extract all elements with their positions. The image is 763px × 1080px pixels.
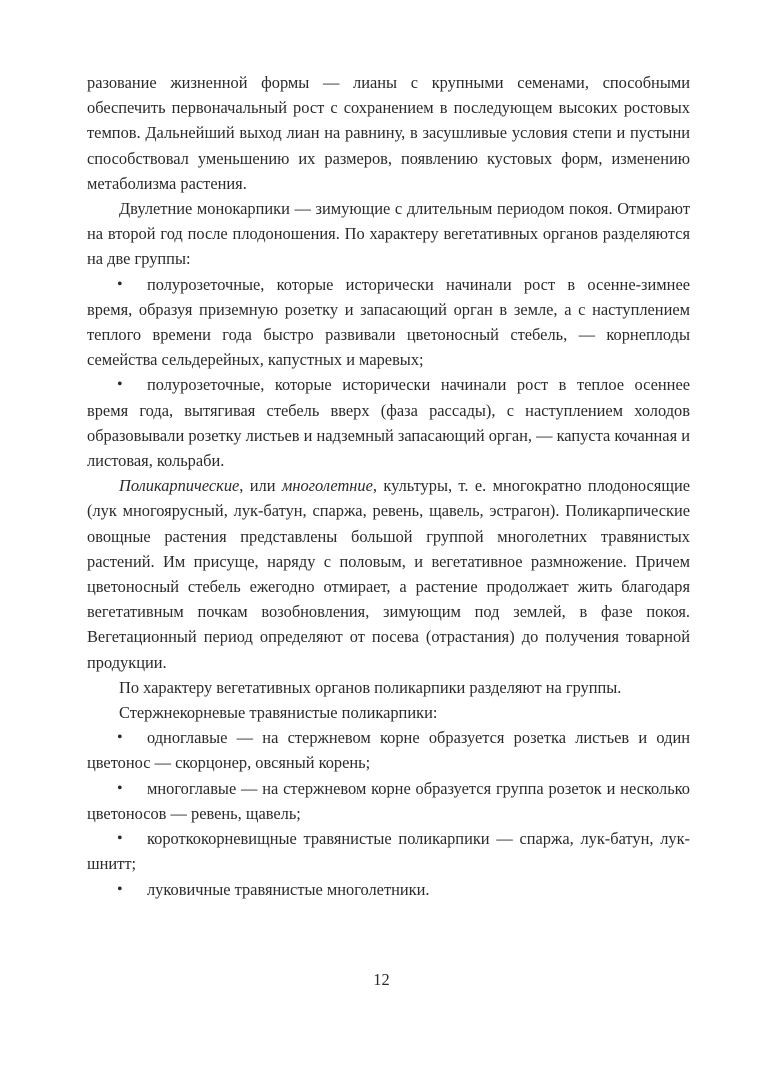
page-body xyxy=(87,70,690,902)
bullet-item xyxy=(87,776,690,826)
bullet-item xyxy=(87,725,690,775)
bullet-text: одноглавые — на стержневом корне образуется розетка листьев и один цветонос — скорцонер, овсяный корень; xyxy=(87,728,690,773)
bullet-item xyxy=(87,372,690,473)
bullet-text: полурозеточные, которые исторически начинали рост в теплое осеннее время года, вытягивая стебель вверх (фаза рассады), с наступлением холодов образовывали розетку листьев и надземный запасающий орган, — капуста кочанная и листовая, кольраби. xyxy=(87,375,690,471)
bullet-icon: • xyxy=(117,729,123,747)
bullet-icon: • xyxy=(117,880,123,898)
page-number: 12 xyxy=(373,970,390,989)
paragraph: Стержнекорневые травянистые поликарпики: xyxy=(119,703,438,723)
bullet-icon: • xyxy=(117,779,123,797)
italic-term: Поликарпические xyxy=(119,476,240,496)
bullet-text: полурозеточные, которые исторически начинали рост в осенне-зимнее время, образуя приземную розетку и запасающий орган в земле, а с наступлением теплого времени года быстро развивали цветоносный стебель, — корнеплоды семейства сельдерейных, капустных и маревых; xyxy=(87,274,690,370)
italic-term: многолетние xyxy=(281,476,373,496)
bullet-icon: • xyxy=(117,275,123,293)
bullet-text: луковичные травянистые многолетники. xyxy=(147,879,430,899)
bullet-text: короткокорневищные травянистые поликарпики — спаржа, лук-батун, лук-шнитт; xyxy=(87,829,690,874)
bullet-icon: • xyxy=(117,376,123,394)
paragraph: разование жизненной формы — лианы с крупными семенами, способными обеспечить первоначальный рост с сохранением в последующем высоких ростовых темпов. Дальнейший выход лиан на равнину, в засушливые условия степи и пустыни способствовал уменьшению их размеров, появлению кустовых форм, изменению метаболизма растения. xyxy=(87,73,690,193)
paragraph: По характеру вегетативных органов поликарпики разделяют на группы. xyxy=(119,677,622,697)
bullet-item xyxy=(87,877,690,902)
paragraph: Поликарпические, или многолетние, культуры, т. е. многократно плодоносящие (лук многоярусный, лук-батун, спаржа, ревень, щавель, эстрагон). Поликарпические овощные растения представлены большой группой многолетних травянистых растений. Им присуще, наряду с половым, и вегетативное размножение. Причем цветоносный стебель ежегодно отмирает, а растение продолжает жить благодаря вегетативным почкам возобновления, зимующим под землей, в фазе покоя. Вегетационный период определяют от посева (отрастания) до получения товарной продукции. xyxy=(87,476,691,672)
bullet-icon: • xyxy=(117,830,123,848)
bullet-text: многоглавые — на стержневом корне образуется группа розеток и несколько цветоносов — ревень, щавель; xyxy=(87,778,690,823)
bullet-item xyxy=(87,826,690,876)
paragraph: Двулетние монокарпики — зимующие с длительным периодом покоя. Отмирают на второй год после плодоношения. По характеру вегетативных органов разделяются на две группы: xyxy=(87,199,690,269)
bullet-item xyxy=(87,272,690,373)
